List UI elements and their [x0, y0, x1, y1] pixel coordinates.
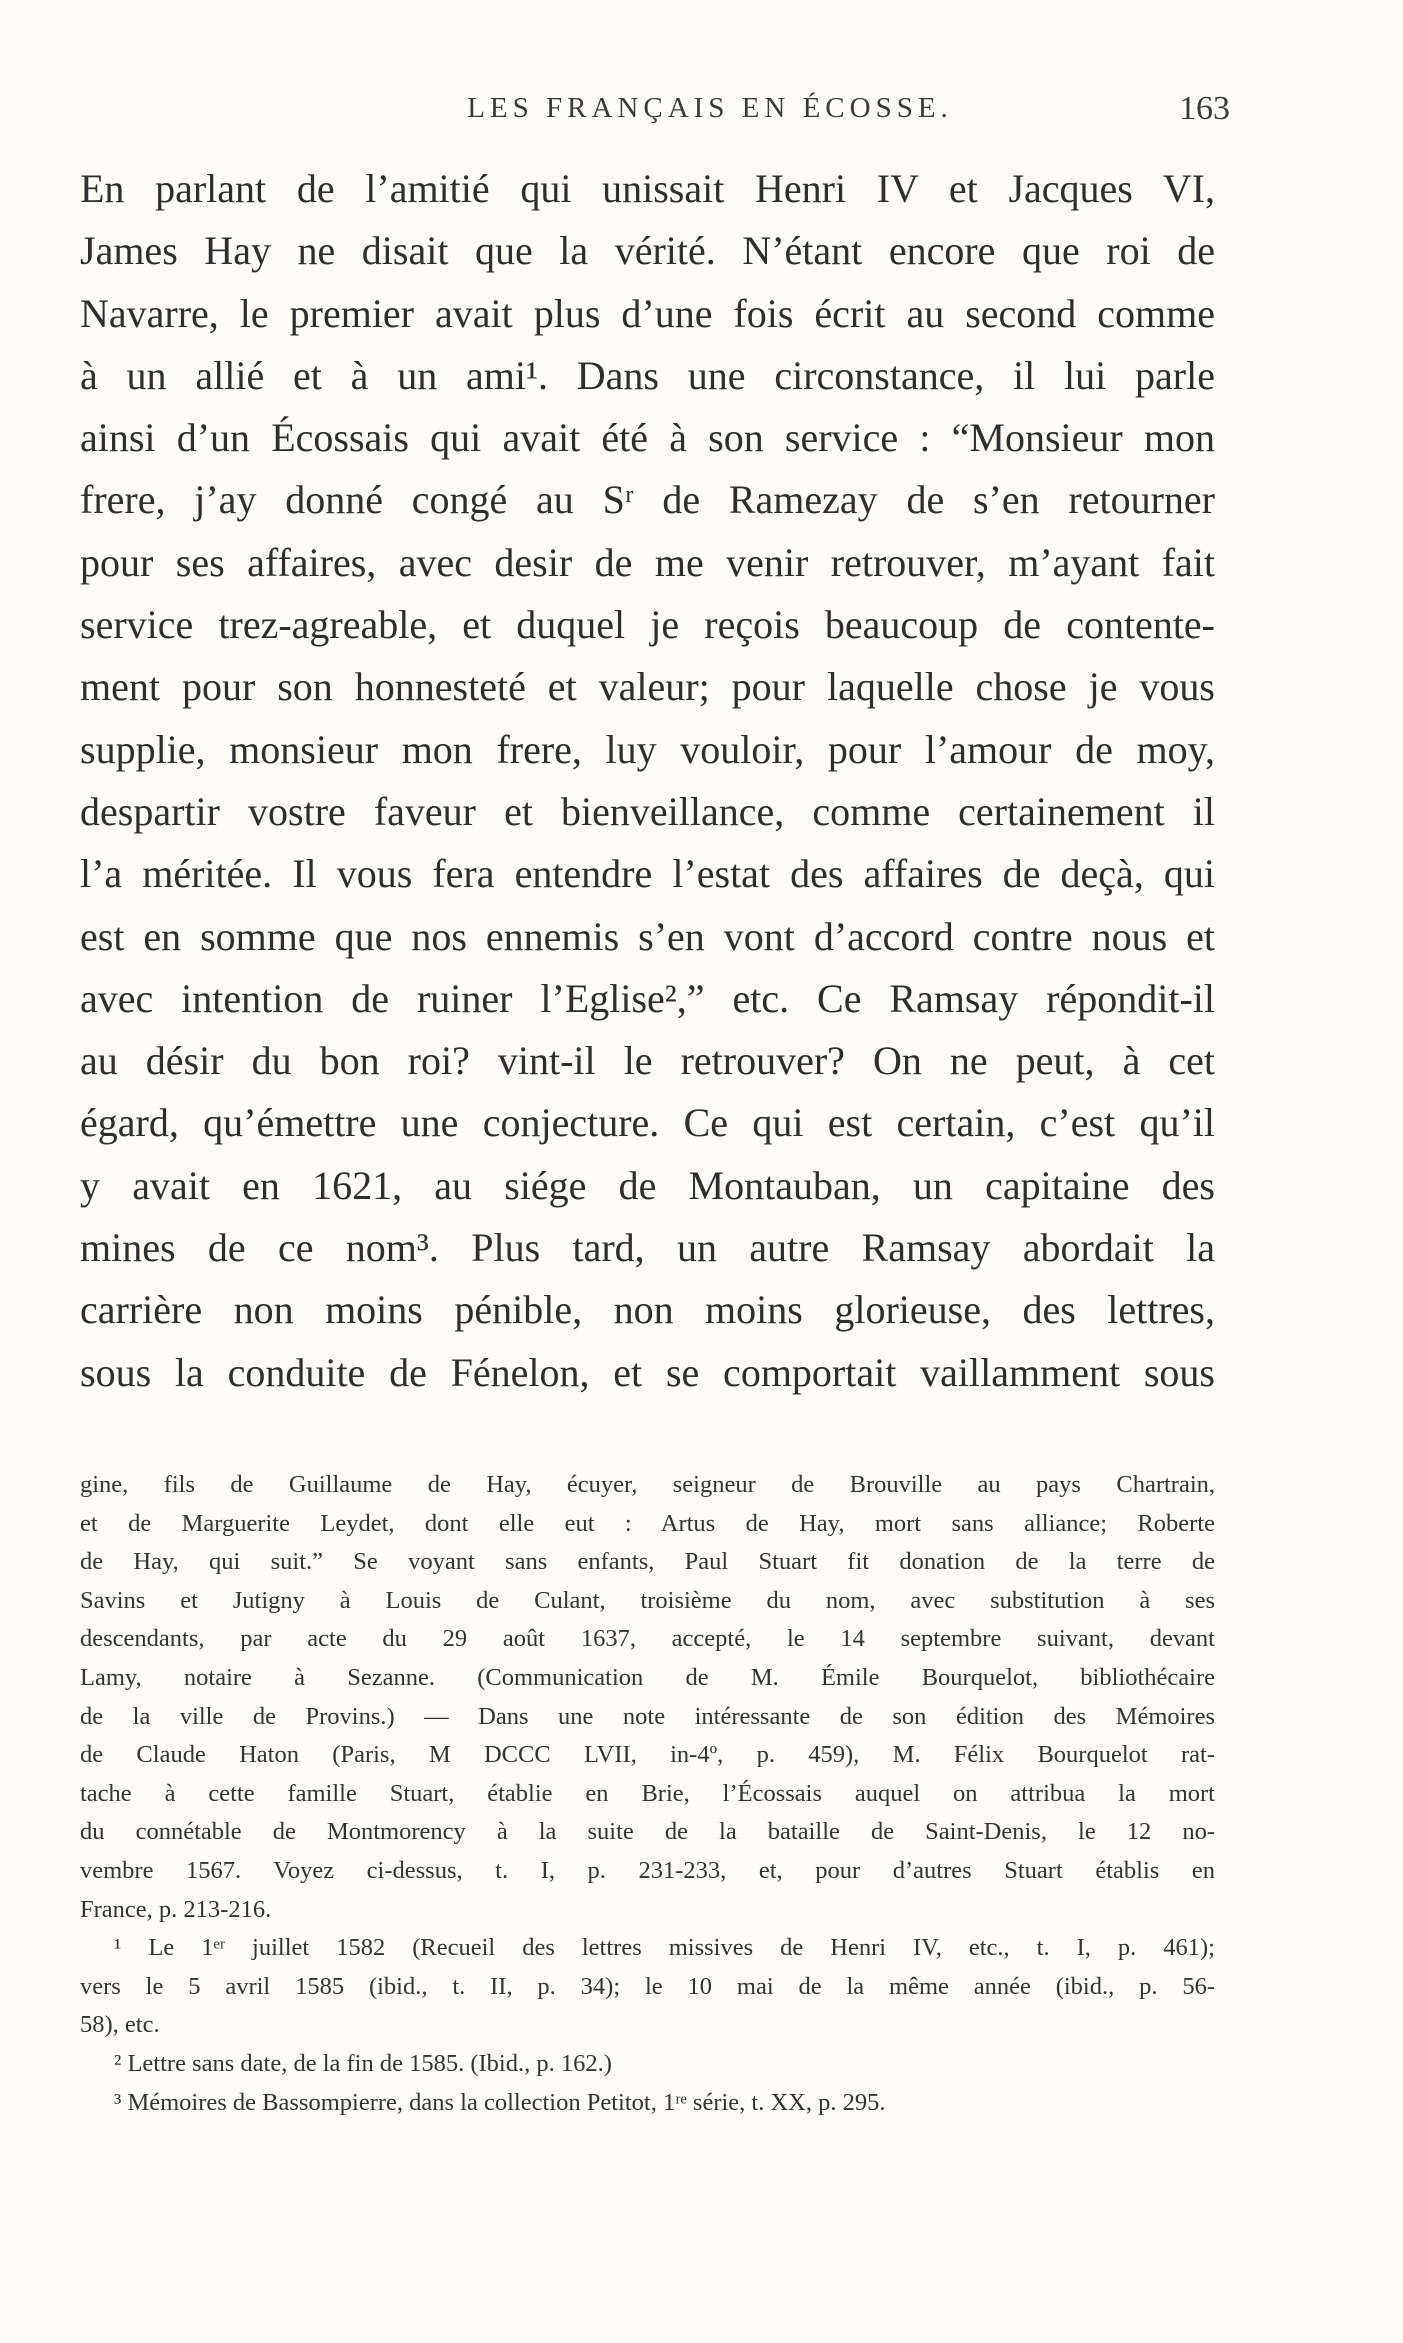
footnote-line: du connétable de Montmorency à la suite de la bataille de Saint-Denis, le 12 no- — [80, 1818, 1215, 1846]
text-line: sous la conduite de Fénelon, et se comportait vaillamment sous — [80, 1349, 1215, 1395]
text-line: ainsi d’un Écossais qui avait été à son service : “Monsieur mon — [80, 415, 1215, 461]
footnote-line: gine, fils de Guillaume de Hay, écuyer, seigneur de Brouville au pays Chartrain, — [80, 1471, 1215, 1498]
text-line: égard, qu’émettre une conjecture. Ce qui est certain, c’est qu’il — [80, 1100, 1215, 1146]
text-line: despartir vostre faveur et bienveillance, comme certainement il — [80, 788, 1215, 834]
text-line: est en somme que nos ennemis s’en vont d’accord contre nous et — [80, 913, 1215, 959]
footnote-line: et de Marguerite Leydet, dont elle eut : Artus de Hay, mort sans alliance; Roberte — [80, 1509, 1215, 1537]
footnote-line: Lamy, notaire à Sezanne. (Communication de M. Émile Bourquelot, bibliothécaire — [80, 1663, 1215, 1691]
footnote-line: vembre 1567. Voyez ci-dessus, t. I, p. 231-233, et, pour d’autres Stuart établis en — [80, 1856, 1215, 1884]
footnote-line: 58), etc. — [80, 2011, 160, 2039]
footnote-line: de Hay, qui suit.” Se voyant sans enfants, Paul Stuart fit donation de la terre de — [80, 1548, 1215, 1576]
footnote-line: descendants, par acte du 29 août 1637, accepté, le 14 septembre suivant, devant — [80, 1625, 1215, 1653]
text-line: pour ses affaires, avec desir de me venir retrouver, m’ayant fait — [80, 539, 1215, 585]
text-line: y avait en 1621, au siége de Montauban, un capitaine des — [80, 1162, 1215, 1208]
text-line: En parlant de l’amitié qui unissait Henri IV et Jacques VI, — [80, 166, 1215, 211]
footnote-line: France, p. 213-216. — [80, 1895, 272, 1923]
text-line: James Hay ne disait que la vérité. N’étant encore que roi de — [80, 228, 1215, 274]
page-header — [80, 92, 1230, 140]
text-line: supplie, monsieur mon frere, luy vouloir, pour l’amour de moy, — [80, 726, 1215, 772]
text-line: service trez-agreable, et duquel je reçois beaucoup de contente- — [80, 602, 1215, 648]
footnote-line: Savins et Jutigny à Louis de Culant, troisième du nom, avec substitution à ses — [80, 1586, 1215, 1614]
text-line: carrière non moins pénible, non moins glorieuse, des lettres, — [80, 1287, 1215, 1333]
page-number: 163 — [1179, 90, 1230, 127]
footnote-line: vers le 5 avril 1585 (ibid., t. II, p. 34); le 10 mai de la même année (ibid., p. 56- — [80, 1972, 1215, 2000]
running-title: LES FRANÇAIS EN ÉCOSSE. — [467, 92, 953, 124]
footnotes — [80, 1466, 1215, 2122]
text-line: avec intention de ruiner l’Eglise²,” etc. Ce Ramsay répondit-il — [80, 975, 1215, 1021]
text-line: Navarre, le premier avait plus d’une fois écrit au second comme — [80, 290, 1215, 336]
text-line: l’a méritée. Il vous fera entendre l’estat des affaires de deçà, qui — [80, 851, 1215, 897]
footnote-line: tache à cette famille Stuart, établie en Brie, l’Écossais auquel on attribua la mort — [80, 1779, 1215, 1807]
footnote-2: ² Lettre sans date, de la fin de 1585. (Ibid., p. 162.) — [114, 2049, 612, 2077]
text-line: au désir du bon roi? vint-il le retrouver? On ne peut, à cet — [80, 1038, 1215, 1084]
footnote-1: ¹ Le 1ᵉʳ juillet 1582 (Recueil des lettres missives de Henri IV, etc., t. I, p. 461); — [114, 1934, 1215, 1962]
text-line: frere, j’ay donné congé au Sʳ de Ramezay de s’en retourner — [80, 477, 1215, 523]
text-line: à un allié et à un ami¹. Dans une circonstance, il lui parle — [80, 352, 1215, 398]
text-line: ment pour son honnesteté et valeur; pour laquelle chose je vous — [80, 664, 1215, 710]
footnote-3: ³ Mémoires de Bassompierre, dans la collection Petitot, 1ʳᵉ série, t. XX, p. 295. — [114, 2088, 886, 2116]
footnote-line: de la ville de Provins.) — Dans une note intéressante de son édition des Mémoires — [80, 1702, 1215, 1730]
footnote-line: de Claude Haton (Paris, M DCCC LVII, in-4º, p. 459), M. Félix Bourquelot rat- — [80, 1741, 1215, 1769]
main-text — [80, 158, 1215, 1404]
text-line: mines de ce nom³. Plus tard, un autre Ramsay abordait la — [80, 1225, 1215, 1271]
